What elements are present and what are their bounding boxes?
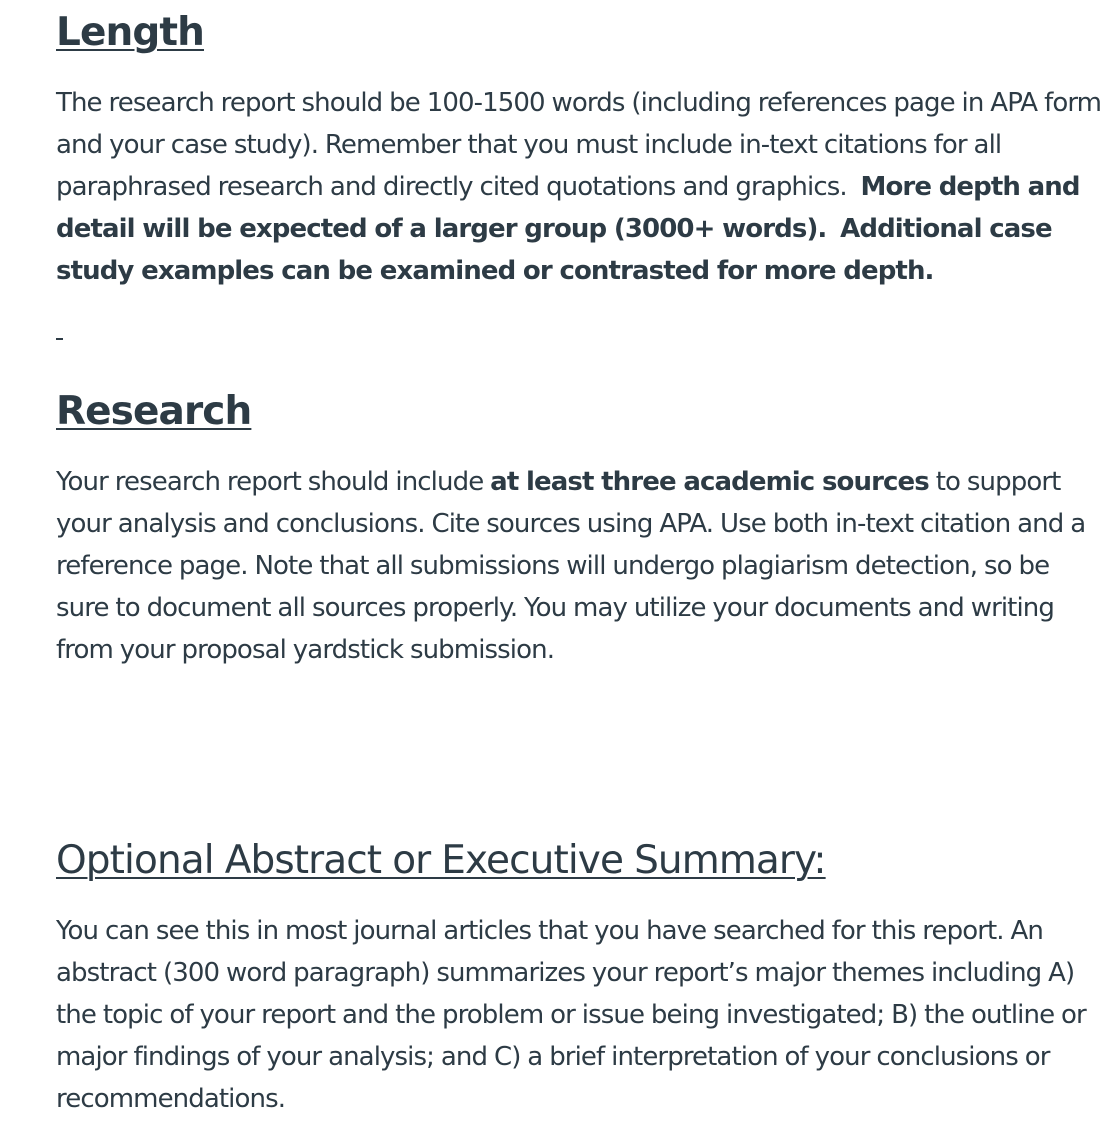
separator-dash — [56, 338, 63, 340]
research-heading: Research — [56, 389, 252, 434]
research-paragraph — [56, 461, 1106, 671]
abstract-heading: Optional Abstract or Executive Summary: — [56, 838, 826, 883]
research-text-end: to support your analysis and conclusions. Cite sources using APA. Use both in-text citation and a reference page. Note that all submissions will undergo plagiarism detection, so be sure to document all sources properly. You may utilize your documents and writing from your proposal yardstick submission. — [56, 467, 1086, 665]
length-text: The research report should be 100-1500 words (including references page in APA form and your case study). Remember that you must include in-text citations for all paraphrased research and directly cited quotations and graphics. — [56, 88, 1102, 202]
length-bold-expectation: More depth and detail will be expected of a larger group (3000+ words). — [56, 172, 1080, 244]
length-heading: Length — [56, 10, 204, 55]
length-paragraph — [56, 82, 1106, 292]
research-text-start: Your research report should include — [56, 467, 484, 497]
length-bold-case-study: Additional case study examples can be examined or contrasted for more depth. — [56, 214, 1052, 286]
abstract-paragraph: You can see this in most journal articles that you have searched for this report. An abstract (300 word paragraph) summarizes your report’s major themes including A) the topic of your report and the problem or issue being investigated; B) the outline or major findings of your analysis; and C) a brief interpretation of your conclusions or recommendations. — [56, 916, 1086, 1114]
research-bold-sources: at least three academic sources — [490, 467, 929, 497]
